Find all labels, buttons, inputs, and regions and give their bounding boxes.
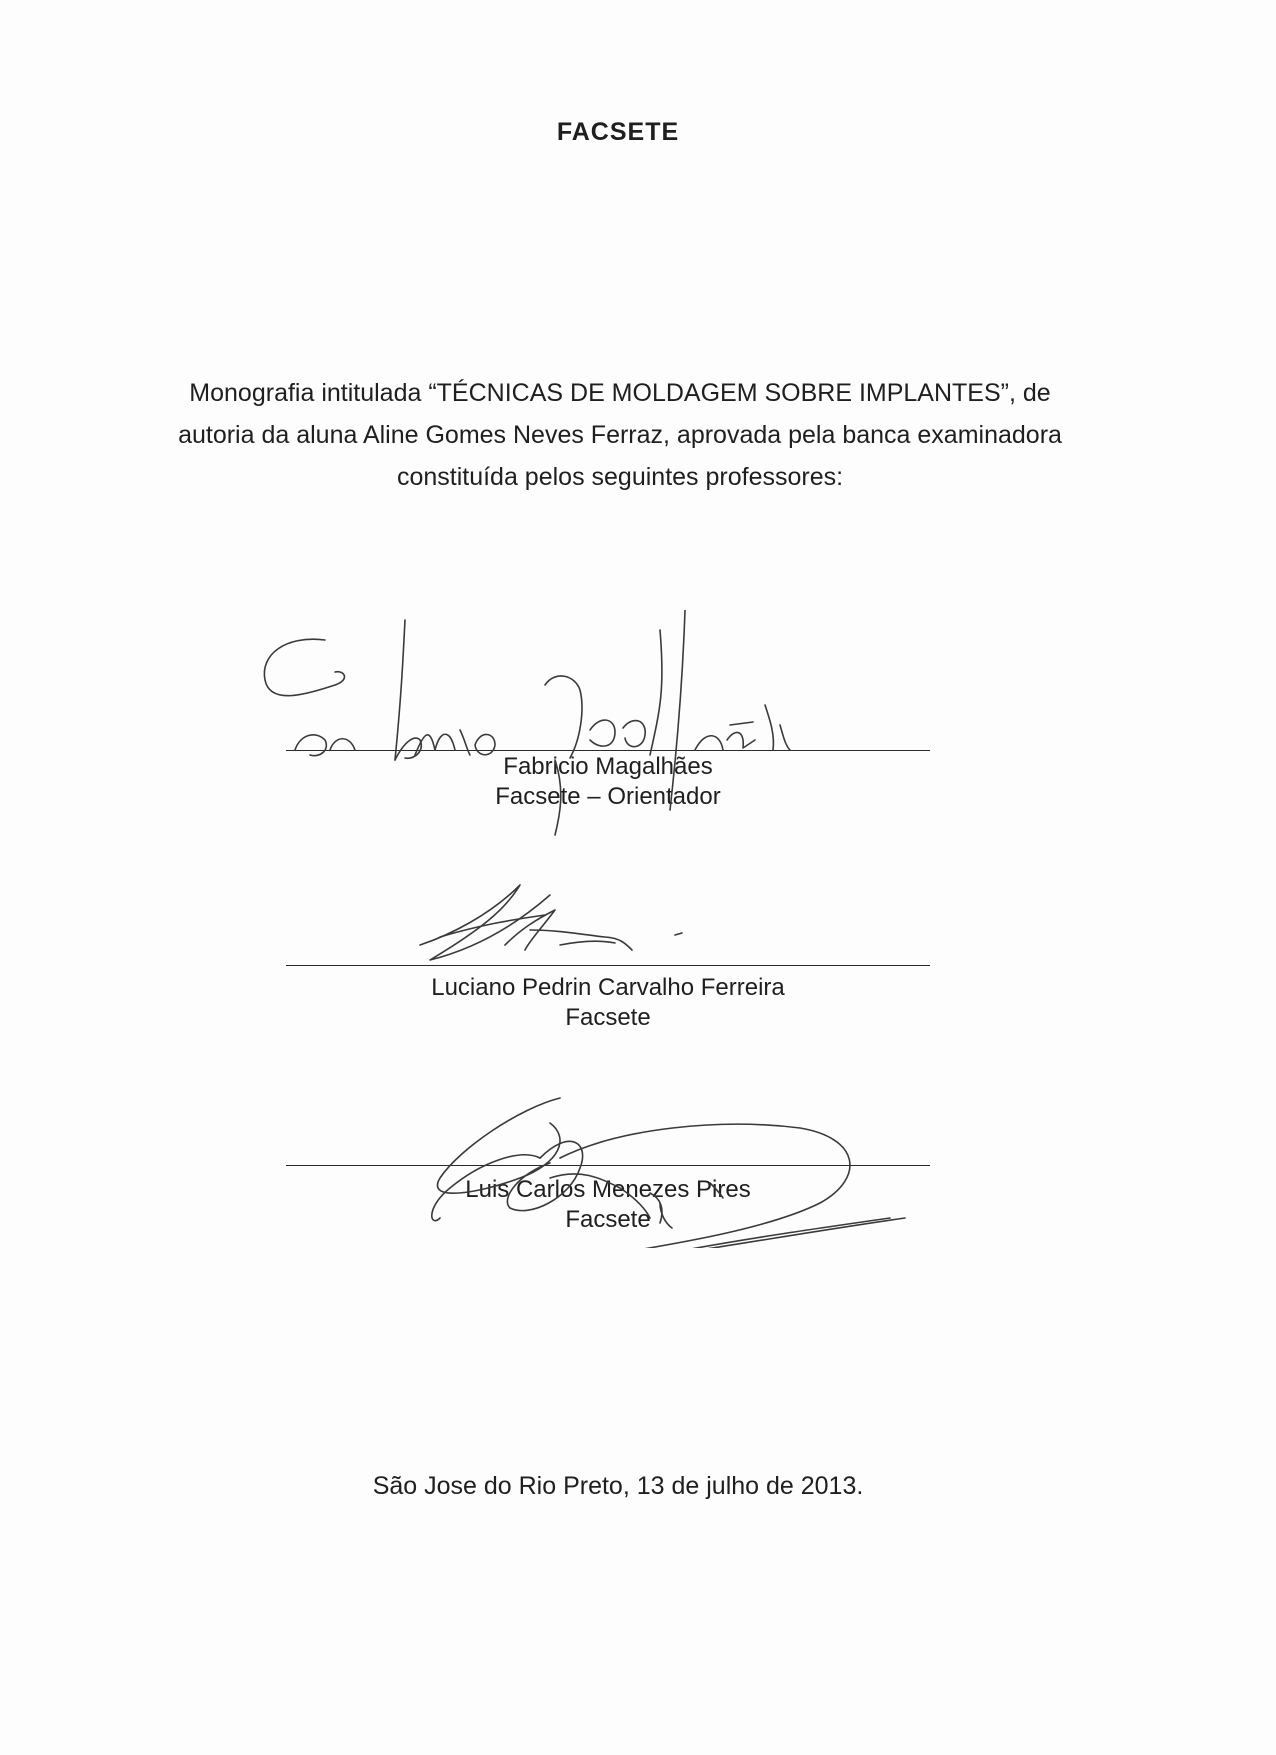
- handwritten-signature-2: [410, 875, 710, 965]
- signatory-role: Facsete: [565, 1206, 651, 1233]
- signatory-name: Luciano Pedrin Carvalho Ferreira: [431, 974, 785, 1001]
- signatory-name: Luis Carlos Menezes Pires: [465, 1176, 751, 1203]
- place-and-date: São Jose do Rio Preto, 13 de julho de 2013.: [372, 1472, 864, 1500]
- signature-line: [286, 750, 930, 751]
- institution-header: FACSETE: [556, 118, 680, 146]
- signatory-name: Fabricio Magalhães: [503, 753, 713, 780]
- signatory-role: Facsete – Orientador: [495, 783, 721, 810]
- approval-statement: Monografia intitulada “TÉCNICAS DE MOLDAGEM SOBRE IMPLANTES”, de autoria da aluna Aline Gomes Neves Ferraz, aprovada pela banca examinadora constituída pelos seguintes professores:: [178, 379, 1062, 491]
- signature-line: [286, 965, 930, 966]
- signature-line: [286, 1165, 930, 1166]
- signatory-role: Facsete: [565, 1004, 651, 1031]
